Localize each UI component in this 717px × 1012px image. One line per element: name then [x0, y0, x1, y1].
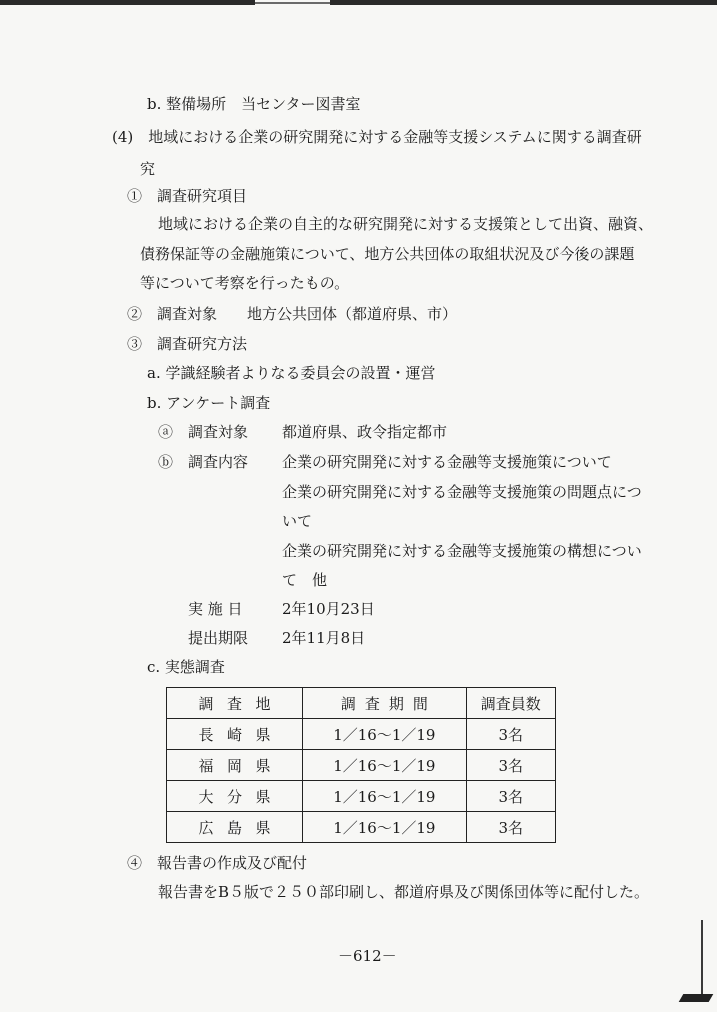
scan-edge: [0, 0, 255, 5]
scan-edge: [255, 2, 330, 4]
table-cell: 3名: [466, 812, 555, 843]
table-cell: 1／16〜1／19: [303, 781, 466, 812]
page-number: －612－: [338, 947, 397, 965]
method-c: c. 実態調査: [147, 658, 225, 676]
survey-target-label: ⓐ 調査対象: [158, 423, 249, 441]
deadline-label: 提出期限: [188, 629, 249, 647]
table-cell: 広島県: [167, 812, 303, 843]
survey-content-item: て 他: [282, 571, 328, 589]
method-a: a. 学識経験者よりなる委員会の設置・運営: [147, 364, 436, 382]
table-header-row: [167, 688, 556, 719]
survey-content-item: 企業の研究開発に対する金融等支援施策について: [282, 453, 612, 471]
table-row: [167, 812, 556, 843]
survey-content-label: ⓑ 調査内容: [158, 453, 249, 471]
survey-content-item: 企業の研究開発に対する金融等支援施策の構想につい: [282, 542, 642, 560]
column-header: 調査期間: [303, 688, 466, 719]
method-b: b. アンケート調査: [147, 394, 271, 412]
date-label: 実 施 日: [188, 600, 243, 618]
item-1-body: 債務保証等の金融施策について、地方公共団体の取組状況及び今後の課題: [140, 245, 635, 263]
deadline-value: 2年11月8日: [282, 629, 366, 647]
item-4-heading: ④ 報告書の作成及び配付: [127, 854, 308, 872]
table-cell: 3名: [466, 750, 555, 781]
item-2-line: ② 調査対象 地方公共団体（都道府県、市）: [127, 305, 458, 323]
table-cell: 1／16〜1／19: [303, 812, 466, 843]
table-row: [167, 781, 556, 812]
table-cell: 長崎県: [167, 719, 303, 750]
table-cell: 大分県: [167, 781, 303, 812]
table-cell: 1／16〜1／19: [303, 719, 466, 750]
item-4-body: 報告書をB５版で２５０部印刷し、都道府県及び関係団体等に配付した。: [158, 883, 650, 901]
item-1-body: 等について考察を行ったもの。: [140, 274, 350, 292]
survey-content-item: 企業の研究開発に対する金融等支援施策の問題点につ: [282, 483, 642, 501]
date-value: 2年10月23日: [282, 600, 375, 618]
table-cell: 3名: [466, 719, 555, 750]
table-row: [167, 719, 556, 750]
table-cell: 3名: [466, 781, 555, 812]
scan-edge: [330, 0, 717, 5]
item-3-heading: ③ 調査研究方法: [127, 335, 248, 353]
scan-edge: [679, 994, 714, 1002]
location-line: b. 整備場所 当センター図書室: [147, 95, 361, 113]
survey-table: [166, 687, 556, 843]
column-header: 調査員数: [466, 688, 555, 719]
table-cell: 1／16〜1／19: [303, 750, 466, 781]
section-4-title: (4) 地域における企業の研究開発に対する金融等支援システムに関する調査研: [112, 128, 642, 146]
item-1-body: 地域における企業の自主的な研究開発に対する支援策として出資、融資、: [158, 215, 654, 233]
table-row: [167, 750, 556, 781]
scan-edge: [701, 920, 703, 1000]
survey-target-value: 都道府県、政令指定都市: [282, 423, 448, 441]
section-4-title-cont: 究: [140, 160, 156, 178]
column-header: 調査地: [167, 688, 303, 719]
table-cell: 福岡県: [167, 750, 303, 781]
item-1-heading: ① 調査研究項目: [127, 187, 248, 205]
survey-content-item: いて: [282, 512, 313, 530]
